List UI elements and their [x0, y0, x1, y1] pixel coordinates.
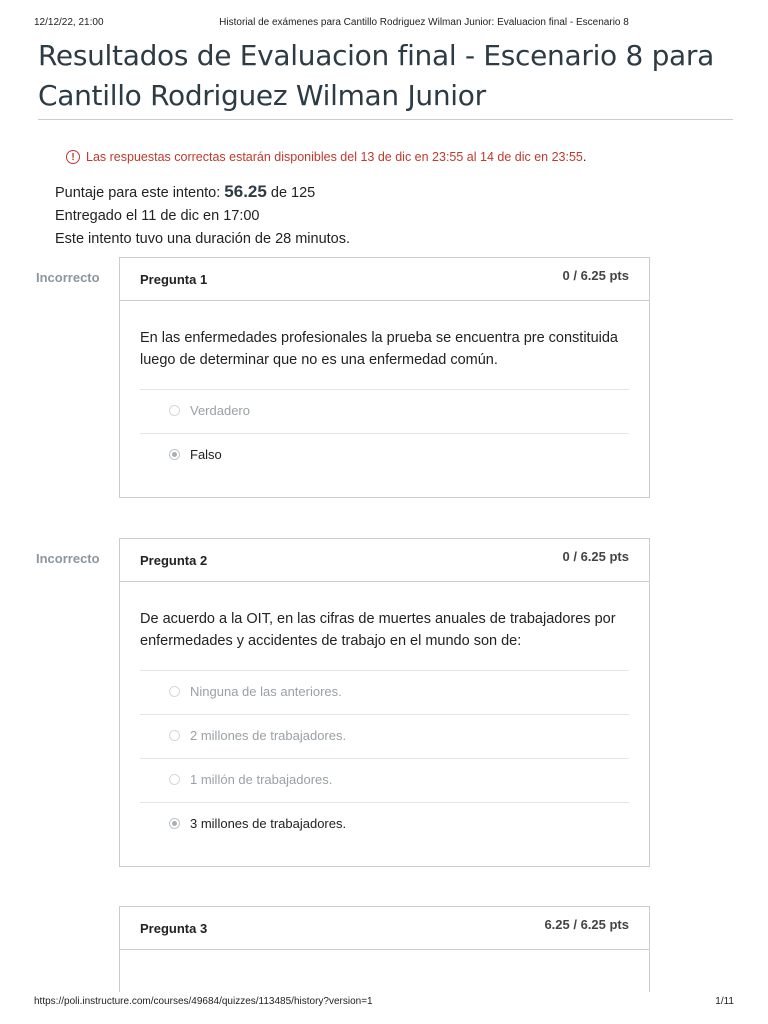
question-1-points: 0 / 6.25 pts — [562, 268, 629, 283]
answer-label: Falso — [190, 447, 222, 462]
question-2-name: Pregunta 2 — [140, 553, 208, 568]
score-value: 56.25 — [224, 182, 267, 201]
question-2 — [119, 538, 650, 867]
radio-icon[interactable] — [169, 774, 180, 785]
print-url: https://poli.instructure.com/courses/49684/quizzes/113485/history?version=1 — [34, 996, 373, 1007]
print-footer — [34, 996, 734, 1007]
question-3-header — [120, 907, 649, 950]
question-2-header — [120, 539, 649, 582]
notice-end: . — [582, 150, 587, 164]
title-divider — [38, 119, 733, 120]
question-1-name: Pregunta 1 — [140, 272, 208, 287]
radio-icon[interactable] — [169, 405, 180, 416]
question-1-answer-1[interactable] — [140, 390, 629, 434]
answer-label: 3 millones de trabajadores. — [190, 816, 347, 831]
radio-selected-icon[interactable] — [169, 818, 180, 829]
question-2-answer-2[interactable] — [140, 715, 629, 759]
score-label: Puntaje para este intento: — [55, 185, 221, 201]
question-2-text: De acuerdo a la OIT, en las cifras de muertes anuales de trabajadores por enfermedades y accidentes de trabajo en el mundo son de: — [140, 608, 629, 671]
print-title: Historial de exámenes para Cantillo Rodriguez Wilman Junior: Evaluacion final - Escenario 8 — [219, 17, 629, 28]
radio-icon[interactable] — [169, 730, 180, 741]
answers-availability-notice — [66, 150, 586, 164]
question-2-answer-3[interactable] — [140, 759, 629, 803]
question-2-points: 0 / 6.25 pts — [562, 549, 629, 564]
question-1-text: En las enfermedades profesionales la prueba se encuentra pre constituida luego de determinar que no es una enfermedad común. — [140, 327, 629, 390]
question-2-answer-4[interactable] — [140, 803, 629, 846]
question-3 — [119, 906, 650, 992]
print-page-number: 1/11 — [715, 996, 734, 1007]
question-3-name: Pregunta 3 — [140, 921, 208, 936]
answer-label: 1 millón de trabajadores. — [190, 772, 333, 787]
answer-label: 2 millones de trabajadores. — [190, 728, 347, 743]
question-2-answer-1[interactable] — [140, 671, 629, 715]
question-3-points: 6.25 / 6.25 pts — [544, 917, 629, 932]
score-line — [55, 180, 350, 205]
notice-text: Las respuestas correctas estarán disponibles del 13 de dic en 23:55 al 14 de dic en 23:55 — [86, 150, 583, 164]
score-total: de 125 — [270, 185, 316, 201]
question-1 — [119, 257, 650, 498]
question-1-status: Incorrecto — [36, 270, 100, 285]
submitted-line: Entregado el 11 de dic en 17:00 — [55, 208, 260, 224]
answer-label: Verdadero — [190, 403, 250, 418]
question-1-answer-2[interactable] — [140, 434, 629, 477]
warning-icon: ! — [66, 150, 80, 164]
duration-line: Este intento tuvo una duración de 28 minutos. — [55, 231, 351, 247]
radio-selected-icon[interactable] — [169, 449, 180, 460]
question-2-status: Incorrecto — [36, 551, 100, 566]
radio-icon[interactable] — [169, 686, 180, 697]
print-date: 12/12/22, 21:00 — [34, 17, 104, 28]
question-1-header — [120, 258, 649, 301]
answer-label: Ninguna de las anteriores. — [190, 684, 342, 699]
attempt-summary — [55, 180, 350, 251]
page-title: Resultados de Evaluacion final - Escenario 8 para Cantillo Rodriguez Wilman Junior — [38, 39, 714, 112]
